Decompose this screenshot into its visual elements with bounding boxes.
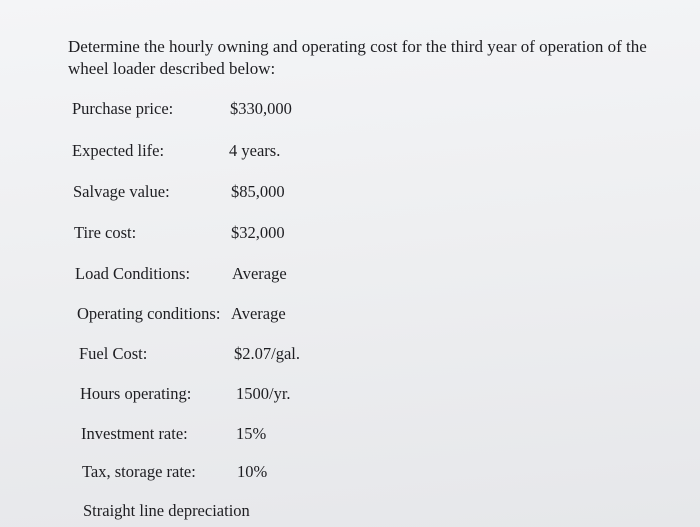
item-value: 15% (236, 424, 267, 443)
item-value: $330,000 (230, 99, 292, 118)
item-label: Salvage value: (73, 182, 170, 201)
problem-statement: Determine the hourly owning and operating cost for the third year of operation of the wheel loader described below: (68, 37, 647, 78)
item-value: 4 years. (229, 141, 281, 160)
item-value: Average (232, 264, 287, 283)
item-label: Tax, storage rate: (82, 462, 196, 481)
item-label: Fuel Cost: (79, 344, 148, 363)
item-value: $85,000 (231, 182, 285, 201)
item-value: $2.07/gal. (234, 344, 300, 363)
item-label: Investment rate: (81, 424, 188, 443)
item-label: Load Conditions: (75, 264, 191, 283)
item-value: Average (231, 304, 286, 323)
item-label: Hours operating: (80, 384, 192, 403)
item-value: $32,000 (231, 223, 285, 242)
item-label: Tire cost: (74, 223, 137, 242)
item-value: 1500/yr. (236, 384, 291, 403)
item-label: Purchase price: (72, 99, 174, 118)
note-text: Straight line depreciation (83, 501, 250, 520)
item-value: 10% (237, 462, 268, 481)
item-label: Operating conditions: (77, 304, 221, 323)
item-label: Expected life: (72, 141, 165, 160)
